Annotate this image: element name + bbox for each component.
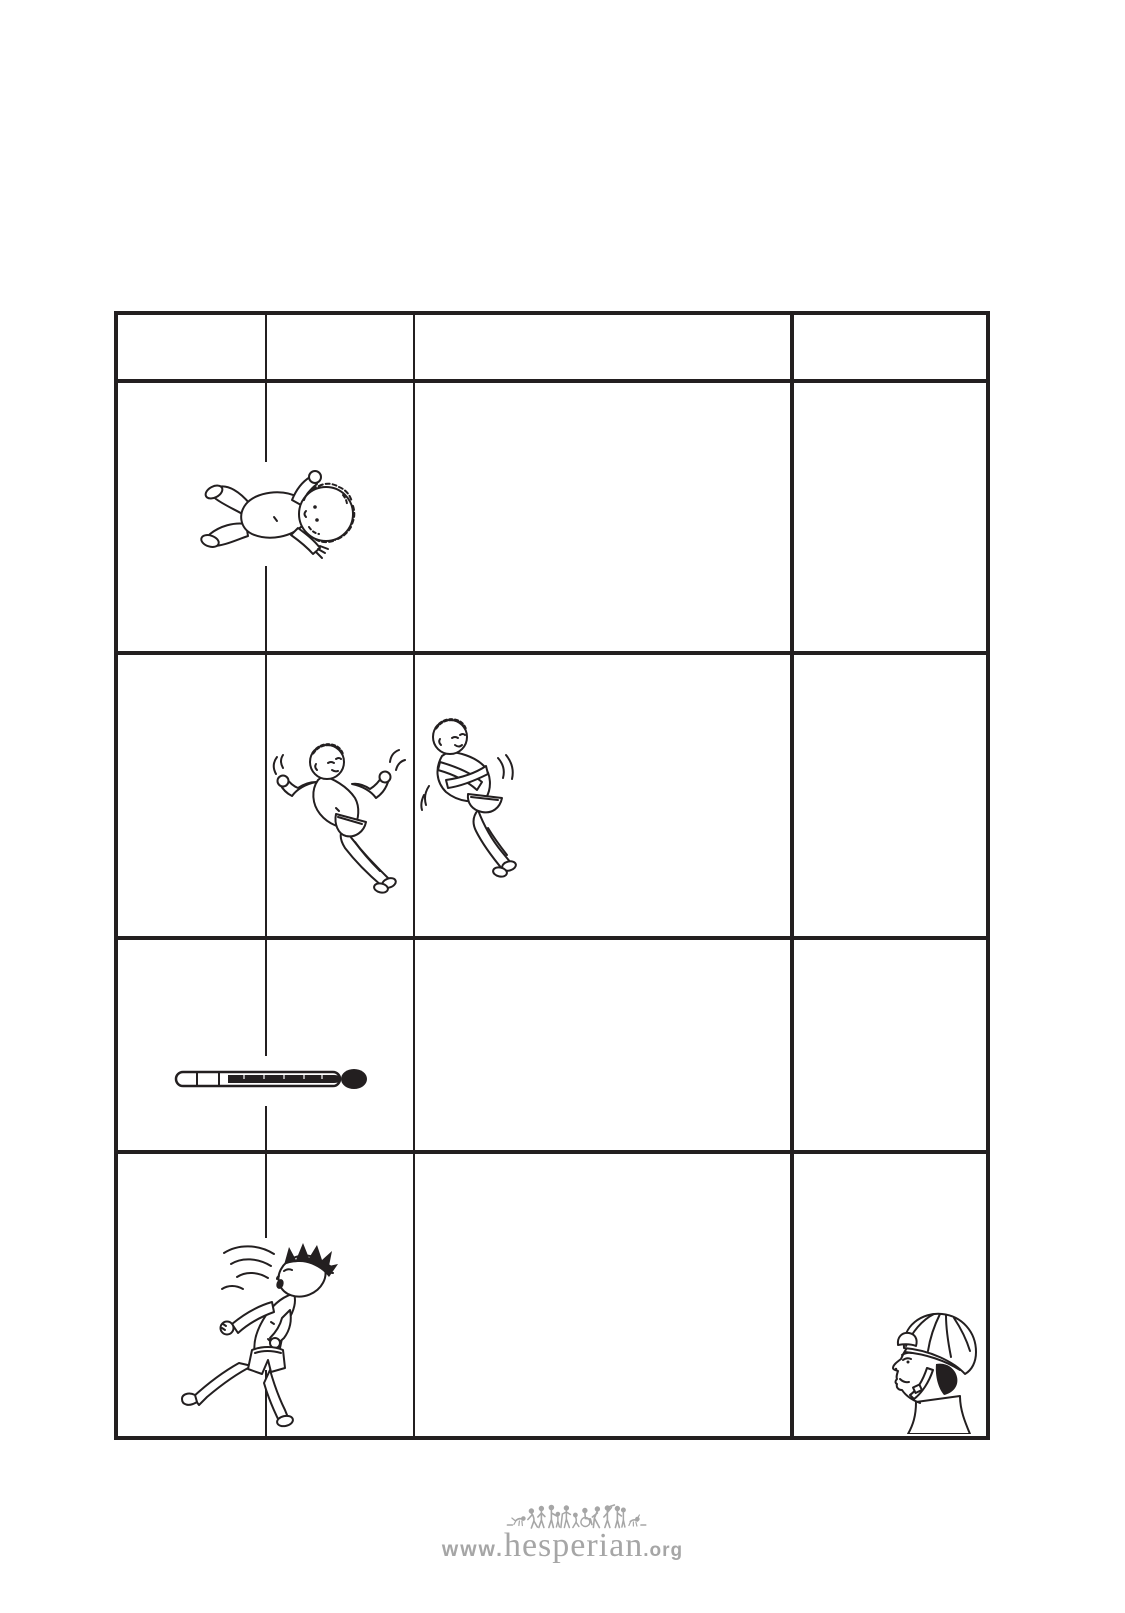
header-cell-4: [794, 315, 986, 383]
signs-table: [114, 311, 990, 1440]
header-cell-3: [415, 315, 794, 383]
hesperian-url: [442, 1527, 683, 1565]
table-cell-r3c2: [267, 940, 415, 1154]
header-cell-2: [267, 315, 415, 383]
table-cell-r1c4: [794, 383, 986, 655]
table-cell-r1c3: [415, 383, 794, 655]
hesperian-logo: [442, 1502, 683, 1565]
logo-tld-text: .org: [643, 1540, 684, 1561]
logo-name-text: hesperian: [503, 1527, 644, 1564]
table-cell-r4c1: [118, 1154, 267, 1436]
table-cell-r3c1: [118, 940, 267, 1154]
table-cell-r4c3: [415, 1154, 794, 1436]
table-cell-r2c2: [267, 655, 415, 940]
table-cell-r4c4: [794, 1154, 986, 1436]
table-cell-r1c1: [118, 383, 267, 655]
logo-www-text: www.: [441, 1538, 504, 1561]
table-cell-r4c2: [267, 1154, 415, 1436]
table-cell-r3c4: [794, 940, 986, 1154]
table-cell-r1c2: [267, 383, 415, 655]
hesperian-people-figures-icon: [506, 1502, 646, 1530]
table-cell-r3c3: [415, 940, 794, 1154]
table-cell-r2c4: [794, 655, 986, 940]
table-cell-r2c3: [415, 655, 794, 940]
header-cell-1: [118, 315, 267, 383]
table-cell-r2c1: [118, 655, 267, 940]
